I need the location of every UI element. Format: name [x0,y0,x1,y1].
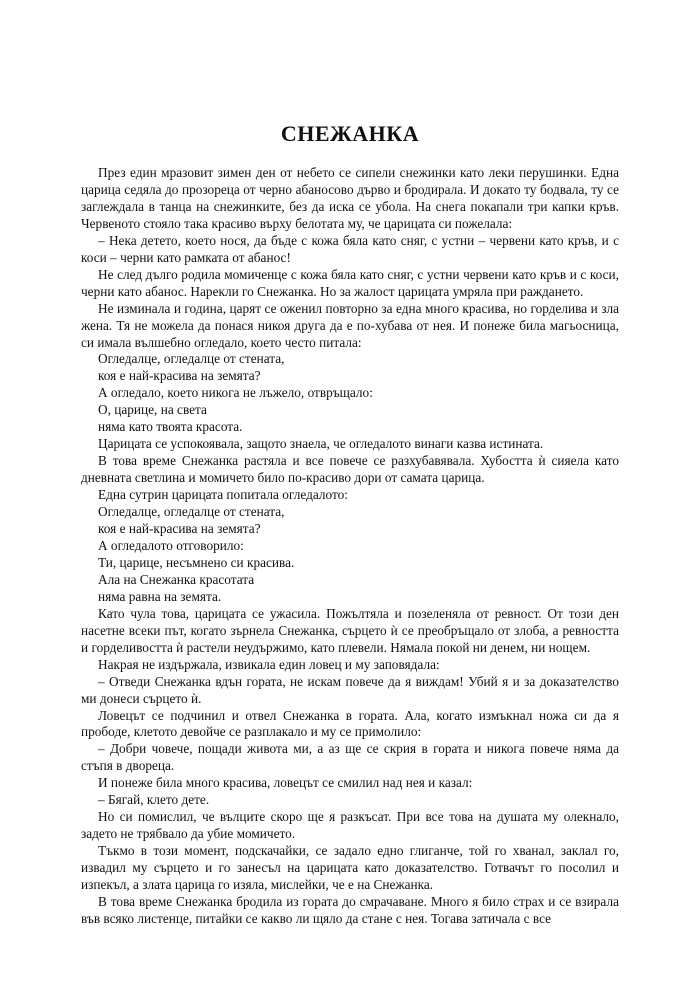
paragraph: И понеже била много красива, ловецът се смилил над нея и казал: [98,775,473,791]
dialogue-line: – Добри човече, пощади живота ми, а аз ще се скрия в гората и никога повече няма да стъпя в двореца. [81,741,619,774]
dialogue-line: – Отведи Снежанка вдън гората, не искам повече да я виждам! Убий я и за доказателство ми донеси сърцето ѝ. [81,673,619,706]
paragraph: А огледало, което никога не лъжело, отвръщало: [98,385,373,401]
verse-line: О, царице, на света [98,402,207,418]
verse-line: коя е най-красива на земята? [98,521,261,537]
verse-line: няма като твоята красота. [98,419,243,435]
paragraph: През един мразовит зимен ден от небето се сипели снежинки като леки перушинки. Една царица седяла до прозореца от черно абаносово дърво и бродирала. И докато ту бодвала, ту се заглеждала в танца на снежинките, без да иска се убола. На снега покапали три капки кръв. Червеното стояло така красиво върху белотата му, че царицата си пожелала: [81,165,619,231]
verse-line: коя е най-красива на земята? [98,368,261,384]
paragraph: В това време Снежанка бродила из гората до смрачаване. Много я било страх и се взирала във всяко листенце, питайки се какво ли щяло да стане с нея. Тогава затичала с все [81,893,619,926]
paragraph: – Нека детето, което нося, да бъде с кожа бяла като сняг, с устни – червени като кръв, и с коси – черни като рамката от абанос! [81,232,619,265]
paragraph: Не изминала и година, царят се оженил повторно за една много красива, но горделива и зла жена. Тя не можела да понася никоя друга да е по-хубава от нея. И понеже била магьосница, си имала вълшебно огледало, което често питала: [81,300,619,350]
document-body [81,165,619,928]
verse-line: Ти, царице, несъмнено си красива. [98,554,295,570]
paragraph: А огледалото отговорило: [98,537,244,553]
paragraph: Една сутрин царицата попитала огледалото: [98,487,348,503]
paragraph: Не след дълго родила момиченце с кожа бяла като сняг, с устни червени като кръв и с коси, черни като абанос. Нарекли го Снежанка. Но за жалост царицата умряла при раждането. [81,266,619,299]
verse-line: Огледалце, огледалце от стената, [98,351,285,367]
dialogue-line: – Бягай, клето дете. [98,792,210,808]
verse-line: Ала на Снежанка красотата [98,571,255,587]
paragraph: Накрая не издържала, извикала един ловец и му заповядала: [98,656,440,672]
paragraph: Ловецът се подчинил и отвел Снежанка в гората. Ала, когато измъкнал ножа си да я прободе, клетото девойче се разплакало и му се примолило: [81,707,619,740]
paragraph: Но си помислил, че вълците скоро ще я разкъсат. При все това на душата му олекнало, задето не трябвало да убие момичето. [81,809,619,842]
verse-line: Огледалце, огледалце от стената, [98,504,285,520]
verse-line: няма равна на земята. [98,588,222,604]
document-title: СНЕЖАНКА [280,121,420,146]
paragraph: В това време Снежанка растяла и все повече се разхубавявала. Хубостта ѝ сияела като дневната светлина и момичето било по-красиво дори от самата царица. [81,453,619,486]
paragraph: Като чула това, царицата се ужасила. Пожълтяла и позеленяла от ревност. От този ден насетне всеки път, когато зърнела Снежанка, сърцето ѝ се преобръщало от злоба, а ревността и горделивостта ѝ растели неудържимо, като плевели. Нямала покой ни денем, ни нощем. [81,605,619,655]
paragraph: Тъкмо в този момент, подскачайки, се задало едно глиганче, той го хванал, заклал го, извадил му сърцето и го занесъл на царицата като доказателство. Готвачът го посолил и изпекъл, а злата царица го изяла, мислейки, че е на Снежанка. [81,843,619,893]
paragraph: Царицата се успокоявала, защото знаела, че огледалото винаги казва истината. [98,436,544,452]
